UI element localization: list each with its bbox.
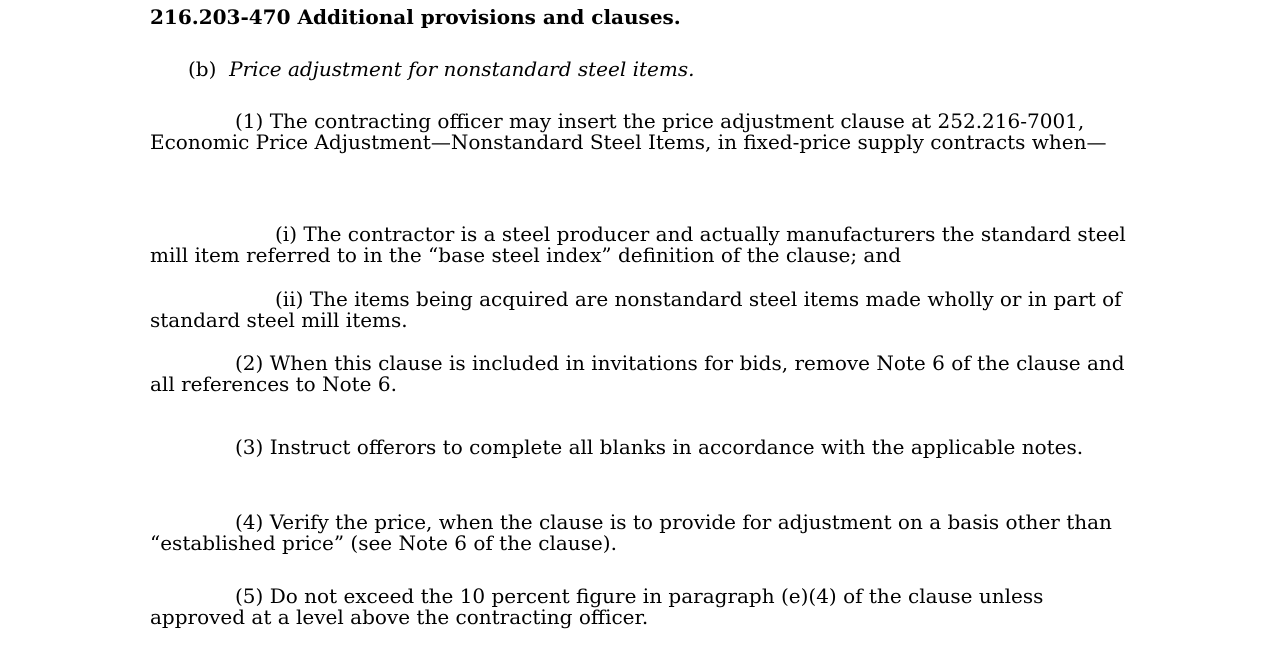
paragraph-4-text: (4) Verify the price, when the clause is to provide for adjustment on a basis other than “established price” (see Note 6 of the clause).: [150, 510, 1112, 555]
section-heading: 216.203-470 Additional provisions and clauses.: [150, 5, 681, 29]
paragraph-3-text: (3) Instruct offerors to complete all blanks in accordance with the applicable notes.: [235, 435, 1084, 459]
paragraph-5: [150, 586, 1140, 628]
paragraph-1: [150, 111, 1140, 153]
paragraph-1-ii: [150, 289, 1140, 331]
paragraph-2-text: (2) When this clause is included in invitations for bids, remove Note 6 of the clause and all references to Note 6.: [150, 351, 1125, 396]
paragraph-1-ii-text: (ii) The items being acquired are nonstandard steel items made wholly or in part of standard steel mill items.: [150, 287, 1122, 332]
paragraph-b: [150, 59, 1140, 80]
paragraph-b-title: Price adjustment for nonstandard steel items.: [229, 57, 695, 81]
paragraph-1-text: (1) The contracting officer may insert the price adjustment clause at 252.216-7001, Economic Price Adjustment—Nonstandard Steel Items, in fixed-price supply contracts when—: [150, 109, 1107, 154]
paragraph-1-i-text: (i) The contractor is a steel producer and actually manufacturers the standard steel mill item referred to in the “base steel index” definition of the clause; and: [150, 222, 1126, 267]
paragraph-b-label: (b): [188, 57, 217, 81]
paragraph-4: [150, 512, 1140, 554]
paragraph-1-i: [150, 224, 1140, 266]
paragraph-2: [150, 353, 1140, 395]
paragraph-3: [150, 437, 1140, 458]
paragraph-5-text: (5) Do not exceed the 10 percent figure in paragraph (e)(4) of the clause unless approved at a level above the contracting officer.: [150, 584, 1044, 629]
